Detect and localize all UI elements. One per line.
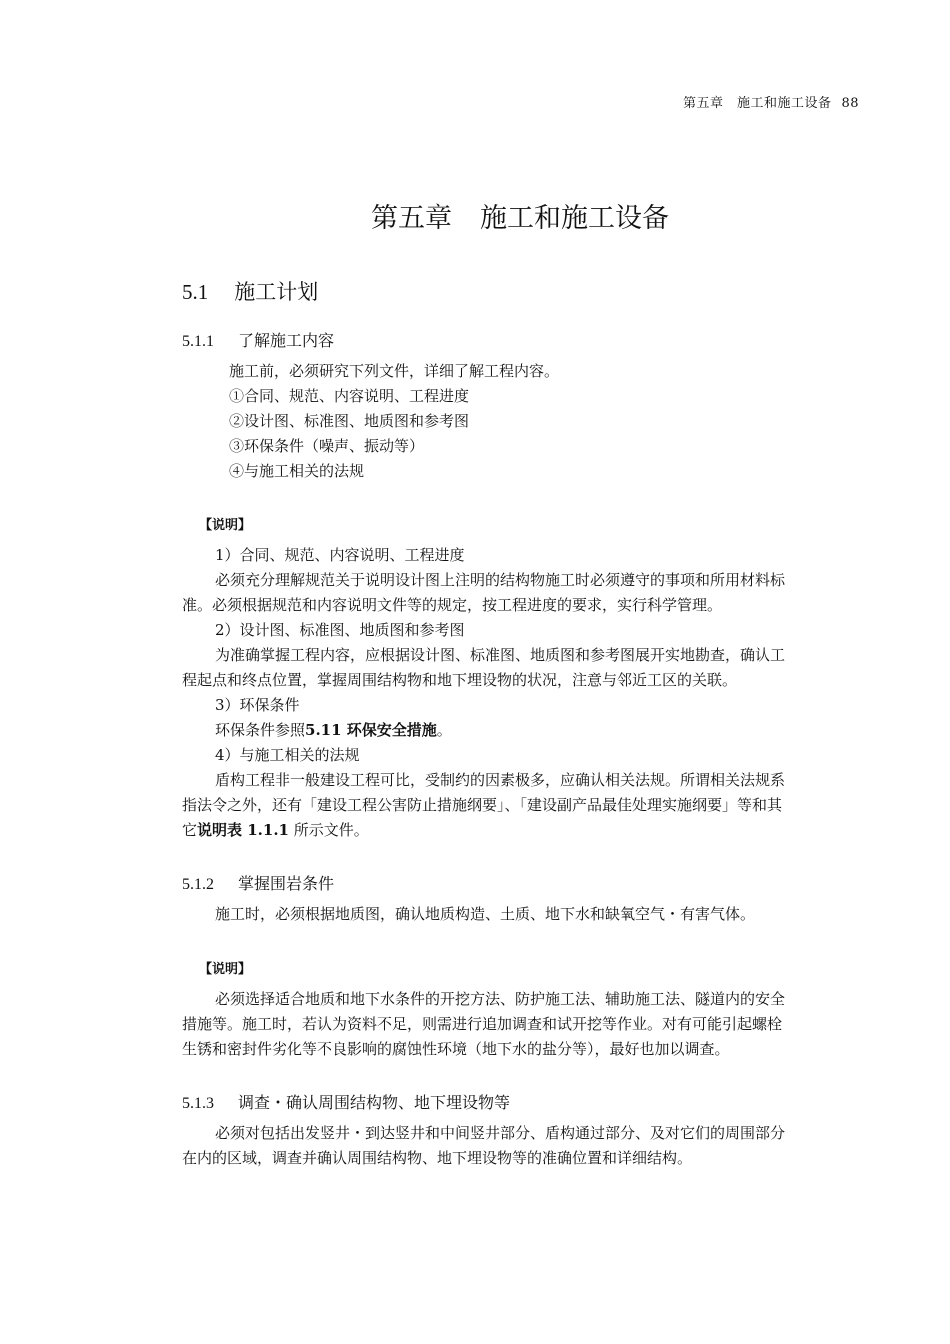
running-header-chapter: 第五章 施工和施工设备 [682,96,832,111]
text: 。 [436,721,452,739]
section-title: 了解施工内容 [238,331,335,350]
cross-reference: 5.11 环保安全措施 [305,721,437,739]
page-number: 88 [841,96,859,111]
paragraph-line: 措施等。施工时，若认为资料不足，则需进行追加调查和试开挖等作业。对有可能引起螺栓 [182,1015,783,1033]
chapter-title [0,196,950,235]
section-heading-5-1 [182,276,318,306]
paragraph-line: 为准确掌握工程内容，应根据设计图、标准图、地质图和参考图展开实地勘查，确认工 [215,646,786,664]
note-label: 【说明】 [199,518,252,533]
section-heading-5-1-3 [182,1090,510,1113]
paragraph-line: 盾构工程非一般建设工程可比，受制约的因素极多，应确认相关法规。所谓相关法规系 [215,771,786,789]
paragraph-line: 必须选择适合地质和地下水条件的开挖方法、防护施工法、辅助施工法、隧道内的安全 [215,990,786,1008]
list-item: ①合同、规范、内容说明、工程进度 [229,387,470,405]
chapter-title-text: 施工和施工设备 [480,203,669,234]
section-number: 5.1.1 [182,333,214,350]
section-number: 5.1.2 [182,876,214,893]
note-item-heading: 2）设计图、标准图、地质图和参考图 [215,621,465,639]
text: 环保条件参照 [215,721,306,739]
text: 所示文件。 [293,821,369,839]
paragraph-line: 准。必须根据规范和内容说明文件等的规定，按工程进度的要求，实行科学管理。 [182,596,723,614]
running-header [683,92,859,111]
paragraph-line: 必须对包括出发竖井・到达竖井和中间竖井部分、盾构通过部分、及对它们的周围部分 [215,1124,786,1142]
paragraph-line: 程起点和终点位置，掌握周围结构物和地下埋设物的状况，注意与邻近工区的关联。 [182,671,738,689]
note-item-heading: 4）与施工相关的法规 [215,746,360,764]
section-title: 调查・确认周围结构物、地下埋设物等 [238,1093,511,1112]
section-title: 施工计划 [234,280,319,304]
paragraph-line [182,820,369,840]
paragraph-line: 指法令之外，还有「建设工程公害防止措施纲要」、「建设副产品最佳处理实施纲要」等和其 [182,796,783,814]
paragraph-line: 在内的区域，调查并确认周围结构物、地下埋设物等的准确位置和详细结构。 [182,1149,693,1167]
text: 它 [182,821,198,839]
paragraph-line: 施工时，必须根据地质图，确认地质构造、土质、地下水和缺氧空气・有害气体。 [215,905,756,923]
cross-reference: 说明表 1.1.1 [197,821,289,839]
list-item: ③环保条件（噪声、振动等） [229,437,425,455]
paragraph-line: 必须充分理解规范关于说明设计图上注明的结构物施工时必须遵守的事项和所用材料标 [215,571,786,589]
note-item-heading: 1）合同、规范、内容说明、工程进度 [215,546,465,564]
section-number: 5.1 [182,280,209,304]
paragraph-line [215,720,452,740]
chapter-title-number: 第五章 [371,203,452,234]
section-number: 5.1.3 [182,1095,214,1112]
section-heading-5-1-2 [182,871,334,894]
note-label: 【说明】 [199,962,252,977]
section-heading-5-1-1 [182,328,334,351]
list-item: ④与施工相关的法规 [229,462,365,480]
note-item-heading: 3）环保条件 [215,696,300,714]
paragraph-line: 生锈和密封件劣化等不良影响的腐蚀性环境（地下水的盐分等），最好也加以调查。 [182,1040,730,1058]
paragraph-line: 施工前，必须研究下列文件，详细了解工程内容。 [229,362,560,380]
section-title: 掌握围岩条件 [238,874,335,893]
list-item: ②设计图、标准图、地质图和参考图 [229,412,470,430]
